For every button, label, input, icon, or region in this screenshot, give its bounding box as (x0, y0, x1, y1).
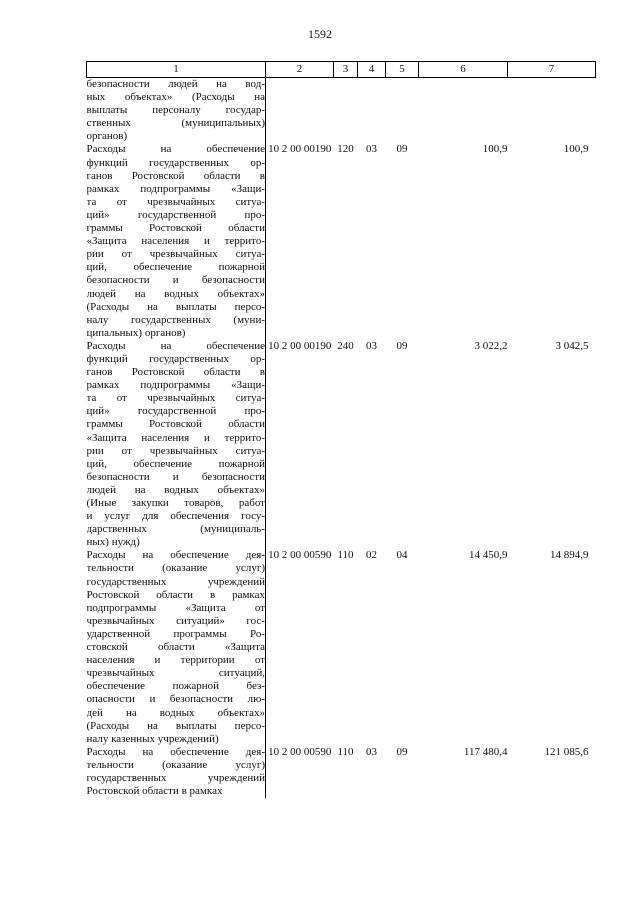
section-code: 03 (366, 143, 377, 156)
amount-year-2 (508, 78, 596, 144)
description-line: Расходы на обеспечение дея- (86, 549, 265, 562)
description-line: ципальных) органов) (86, 326, 186, 339)
header-cell-1: 1 (87, 62, 266, 78)
description-line: рамках подпрограммы «Защи- (86, 182, 265, 195)
description-line: ударственной программы Ро- (86, 627, 265, 640)
description-line: (Иные закупки товаров, работ (86, 497, 265, 509)
expense-type-code (334, 78, 358, 144)
description-line: и услуг для обеспечения госу- (86, 510, 265, 523)
amount-year-1: 117 480,4 (463, 745, 508, 758)
description-line: людей на водных объектах» (86, 287, 265, 300)
header-cell-4: 4 (358, 62, 386, 78)
amount-year-1: 3 022,2 (474, 339, 508, 352)
header-cell-2: 2 (266, 62, 334, 78)
description-line: ций, обеспечение пожарной (86, 261, 265, 274)
expense-type-code: 120 (337, 143, 354, 156)
description-line: чрезвычайных ситуаций, (86, 667, 265, 680)
description-line: функций государственных ор- (86, 156, 265, 169)
description-line: граммы Ростовской области (86, 222, 265, 235)
description-line: дей на водных объектах» (86, 706, 265, 719)
target-article-code: 10 2 00 00190 (268, 143, 332, 156)
description-line: ганов Ростовской области в (86, 366, 265, 379)
target-article-code: 10 2 00 00590 (268, 549, 332, 562)
budget-table (86, 61, 596, 798)
description-line: безопасности и безопасности (86, 470, 265, 483)
description-line: рии от чрезвычайных ситуа- (86, 248, 265, 261)
description-line: безопасности людей на вод- (86, 78, 265, 90)
description-line: ций» государственной про- (86, 208, 265, 221)
description-line: ций, обеспечение пожарной (86, 457, 265, 470)
description-line: ственных (муниципальных) (86, 117, 265, 130)
target-article-code (266, 78, 334, 144)
header-row (87, 62, 596, 78)
amount-year-1: 14 450,9 (469, 549, 508, 562)
subsection-code: 04 (396, 549, 408, 562)
description-line: подпрограммы «Защита от (86, 601, 265, 614)
amount-year-2: 121 085,6 (544, 745, 589, 758)
section-code: 03 (366, 745, 377, 758)
description-line: выплаты персоналу государ- (86, 104, 265, 117)
description-line: Расходы на обеспечение дея- (86, 745, 265, 758)
section-code: 02 (366, 549, 377, 562)
expense-type-code: 240 (337, 339, 354, 352)
header-cell-6: 6 (419, 62, 508, 78)
row-description (87, 549, 266, 745)
description-line: ных) нужд) (86, 536, 140, 549)
description-line: Ростовской области в рамках (86, 588, 265, 601)
description-line: Ростовской области в рамках (86, 785, 223, 798)
amount-year-2: 14 894,9 (550, 549, 589, 562)
page-number: 1592 (308, 27, 332, 41)
description-line: налу казенных учреждений) (86, 732, 219, 745)
expense-type-code: 110 (337, 745, 354, 758)
description-line: тельности (оказание услуг) (86, 562, 265, 575)
table-row (87, 549, 596, 745)
description-line: населения и территории от (86, 654, 265, 667)
description-line: безопасности и безопасности (86, 274, 265, 287)
amount-year-2: 100,9 (563, 143, 589, 156)
description-line: государственных учреждений (86, 575, 265, 588)
description-line: органов) (86, 130, 128, 143)
section-code: 03 (366, 339, 377, 352)
row-description (87, 746, 266, 798)
description-line: государственных учреждений (86, 771, 265, 784)
subsection-code (386, 78, 419, 144)
subsection-code: 09 (396, 143, 408, 156)
table-row (87, 746, 596, 798)
subsection-code: 09 (396, 339, 408, 352)
description-line: Расходы на обеспечение (86, 143, 265, 156)
header-cell-3: 3 (334, 62, 358, 78)
description-line: та от чрезвычайных ситуа- (86, 392, 265, 405)
table-row (87, 78, 596, 144)
description-line: «Защита населения и террито- (86, 235, 265, 248)
description-line: налу государственных (муни- (86, 313, 265, 326)
subsection-code: 09 (396, 745, 408, 758)
description-line: чрезвычайных ситуаций» гос- (86, 614, 265, 627)
description-line: ных объектах» (Расходы на (86, 91, 265, 104)
description-line: Расходы на обеспечение (86, 339, 265, 352)
target-article-code: 10 2 00 00590 (268, 745, 332, 758)
row-description (87, 78, 266, 144)
amount-year-1 (419, 78, 508, 144)
row-description (87, 143, 266, 339)
target-article-code: 10 2 00 00190 (268, 339, 332, 352)
description-line: дарственных (муниципаль- (86, 523, 265, 536)
description-line: граммы Ростовской области (86, 418, 265, 431)
amount-year-1: 100,9 (482, 143, 508, 156)
amount-year-2: 3 042,5 (555, 339, 589, 352)
description-line: та от чрезвычайных ситуа- (86, 195, 265, 208)
row-description (87, 340, 266, 550)
description-line: ций» государственной про- (86, 405, 265, 418)
description-line: рамках подпрограммы «Защи- (86, 379, 265, 392)
expense-type-code: 110 (337, 549, 354, 562)
description-line: людей на водных объектах» (86, 483, 265, 496)
header-cell-5: 5 (386, 62, 419, 78)
description-line: ганов Ростовской области в (86, 169, 265, 182)
header-cell-7: 7 (508, 62, 596, 78)
description-line: «Защита населения и террито- (86, 431, 265, 444)
table-row (87, 143, 596, 339)
description-line: (Расходы на выплаты персо- (86, 719, 265, 732)
description-line: стовской области «Защита (86, 641, 265, 654)
section-code (358, 78, 386, 144)
description-line: тельности (оказание услуг) (86, 758, 265, 771)
description-line: (Расходы на выплаты персо- (86, 300, 265, 313)
table-row (87, 340, 596, 550)
description-line: обеспечение пожарной без- (86, 680, 265, 693)
description-line: опасности и безопасности лю- (86, 693, 265, 706)
description-line: рии от чрезвычайных ситуа- (86, 444, 265, 457)
description-line: функций государственных ор- (86, 352, 265, 365)
